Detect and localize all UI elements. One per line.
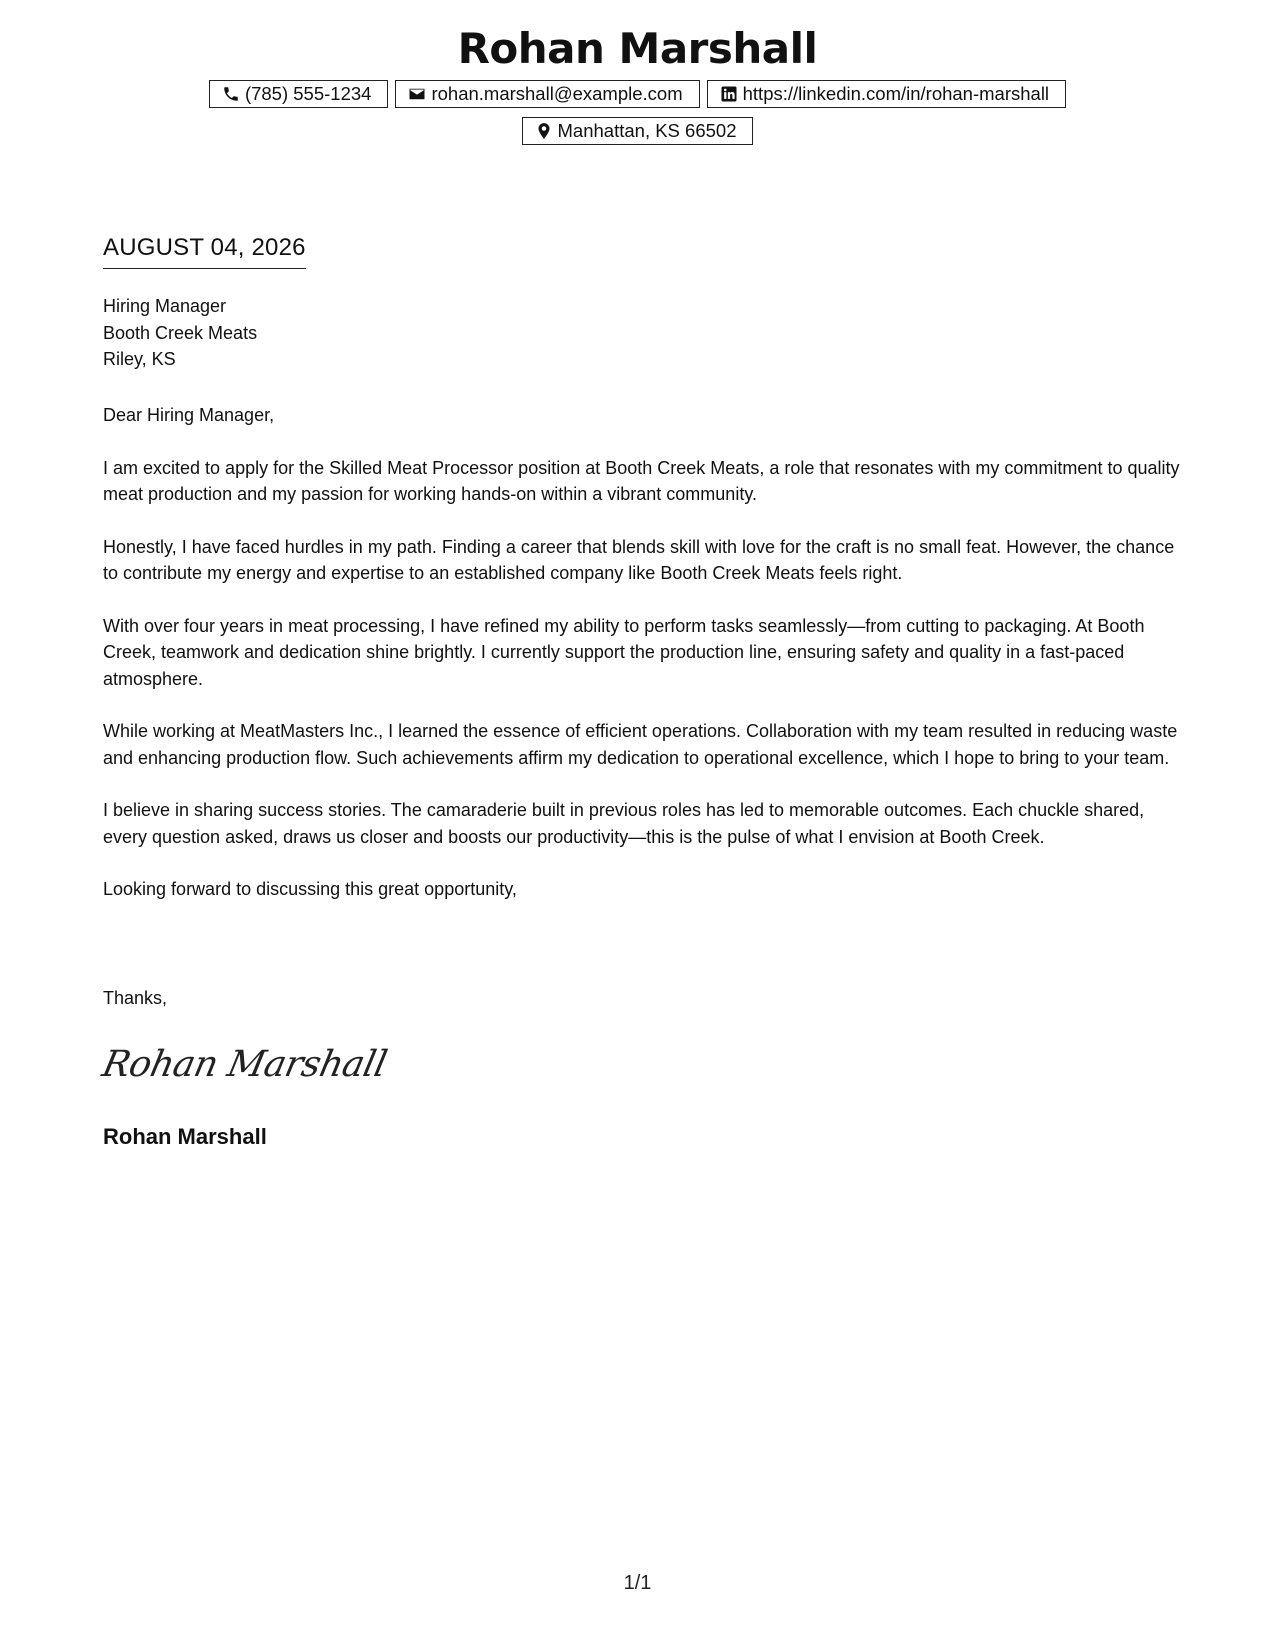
letter-date: AUGUST 04, 2026 — [103, 234, 306, 269]
email-text: rohan.marshall@example.com — [431, 83, 683, 104]
recipient-block — [103, 293, 257, 373]
phone-text: (785) 555-1234 — [244, 83, 372, 104]
body-paragraph: Looking forward to discussing this great opportunity, — [103, 879, 517, 899]
signed-name: Rohan Marshall — [103, 1124, 267, 1149]
recipient-title: Hiring Manager — [103, 296, 227, 316]
salutation: Dear Hiring Manager, — [103, 405, 275, 425]
body-paragraph: I am excited to apply for the Skilled Meat Processor position at Booth Creek Meats, a role that resonates with my commitment to quality meat production and my passion for working hands-on within a vibrant community. — [103, 457, 1180, 504]
linkedin-icon — [720, 85, 738, 103]
closing-text: Thanks, — [103, 988, 168, 1008]
phone-contact[interactable] — [209, 80, 389, 108]
handwritten-signature: Rohan Marshall — [98, 1044, 391, 1085]
body-paragraph: While working at MeatMasters Inc., I learned the essence of efficient operations. Collaboration with my team resulted in reducing waste and enhancing production flow. Such achievements affirm my dedication to operational excellence, which I hope to bring to your team. — [103, 721, 1178, 768]
map-pin-icon — [535, 122, 553, 140]
recipient-company: Booth Creek Meats — [103, 322, 258, 343]
body-paragraph: Honestly, I have faced hurdles in my path. Finding a career that blends skill with love for the craft is no small feat. However, the chance to contribute my energy and expertise to an established company like Booth Creek Meats feels right. — [103, 536, 1175, 583]
letter-body — [103, 402, 1183, 929]
location-text: Manhattan, KS 66502 — [557, 120, 737, 141]
body-paragraph: With over four years in meat processing, I have refined my ability to perform tasks seamlessly—from cutting to packaging. At Booth Creek, teamwork and dedication shine brightly. I currently support the production line, ensuring safety and quality in a fast-paced atmosphere. — [103, 615, 1145, 689]
contact-row — [0, 80, 1275, 108]
recipient-location: Riley, KS — [103, 349, 176, 369]
phone-icon — [222, 85, 240, 103]
location-contact — [522, 117, 754, 145]
applicant-name-heading: Rohan Marshall — [457, 24, 818, 73]
page-number: 1/1 — [623, 1572, 652, 1594]
email-contact[interactable] — [395, 80, 699, 108]
body-paragraph: I believe in sharing success stories. The camaraderie built in previous roles has led to memorable outcomes. Each chuckle shared, every question asked, draws us closer and boosts our productivity—this is the pulse of what I envision at Booth Creek. — [103, 800, 1145, 847]
envelope-icon — [408, 85, 426, 103]
linkedin-text: https://linkedin.com/in/rohan-marshall — [742, 83, 1050, 104]
linkedin-contact[interactable] — [707, 80, 1066, 108]
contact-row-location — [0, 117, 1275, 145]
